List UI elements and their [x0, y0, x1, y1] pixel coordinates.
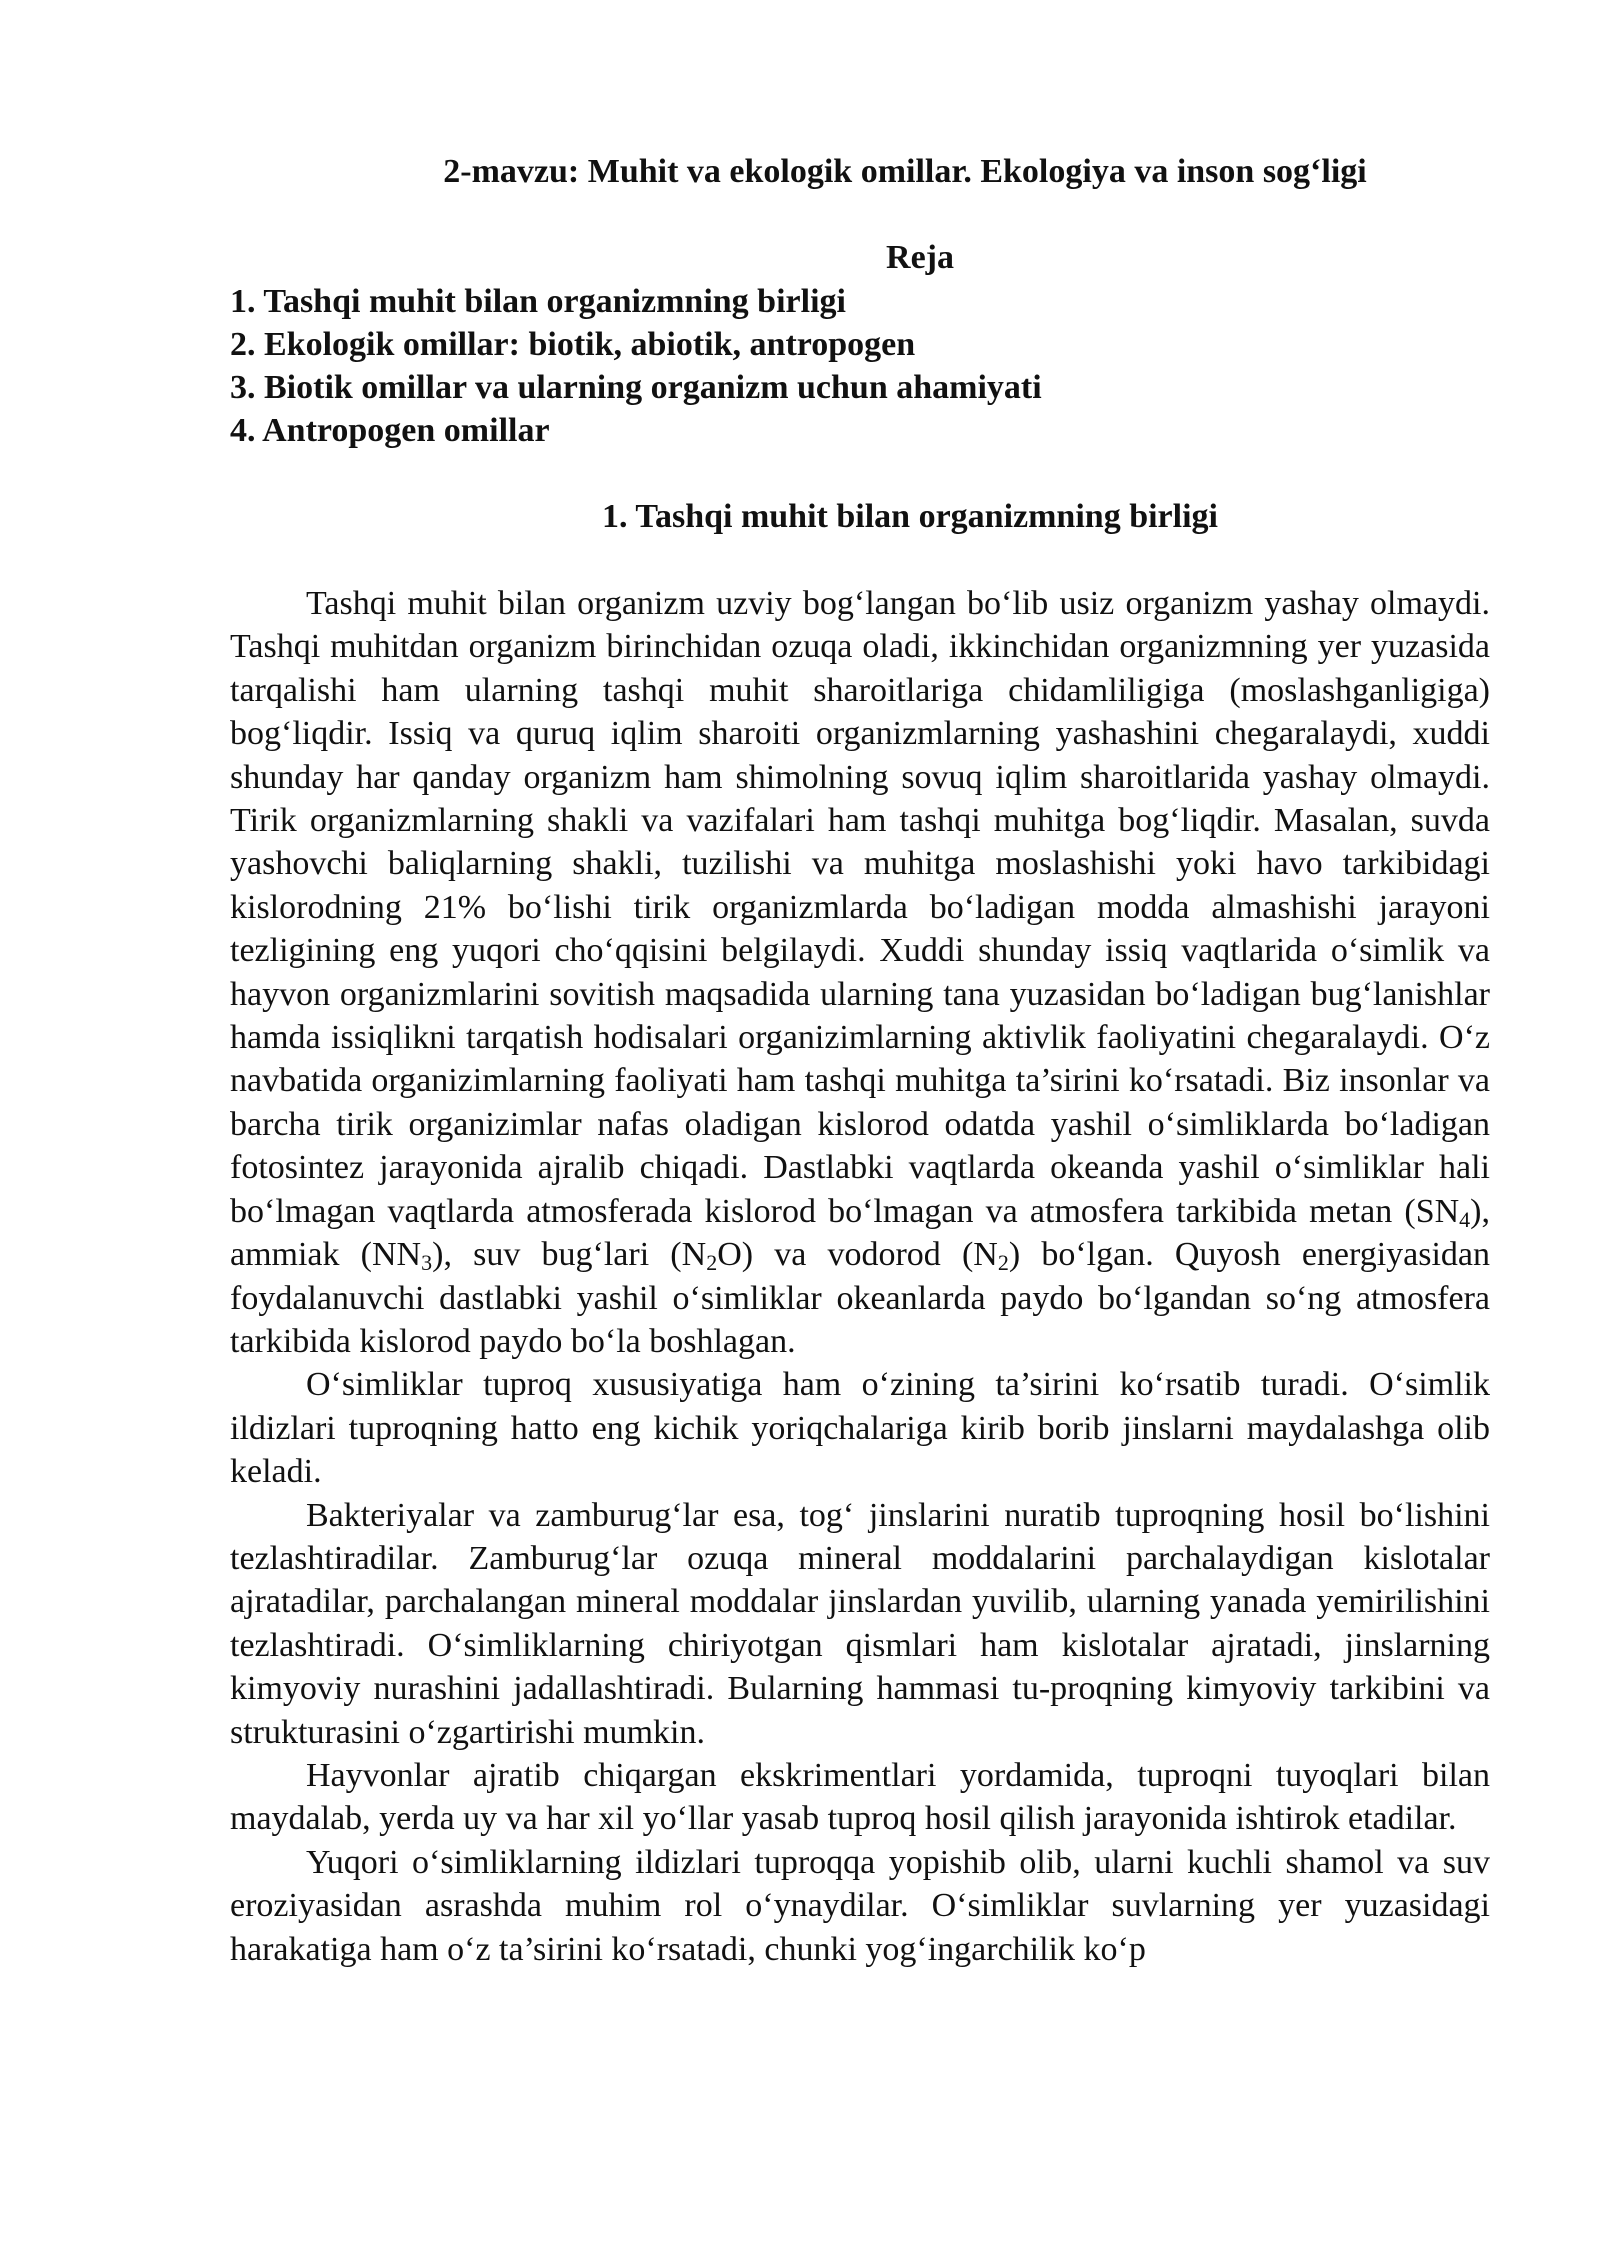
body-text: [230, 582, 1490, 1971]
document-page: [230, 150, 1490, 1971]
plan-heading: Reja: [886, 239, 954, 276]
subscript: 4: [1459, 1206, 1471, 1232]
paragraph-5: Yuqori o‘simliklarning ildizlari tuproqqa yopishib olib, ularni kuchli shamol va suv eroziyasidan asrashda muhim rol o‘ynaydilar. O‘simliklar suvlarning yer yuzasidagi harakatiga ham o‘z ta’sirini ko‘rsatadi, chunki yog‘ingarchilik ko‘p: [230, 1843, 1490, 1968]
document-title: 2-mavzu: Muhit va ekologik omillar. Ekologiya va inson sog‘ligi: [443, 153, 1367, 190]
paragraph-text: ), ammiak (NN: [230, 1192, 1490, 1274]
paragraph-text: ) bo‘lgan. Quyosh energiyasidan foydalanuvchi dastlabki yashil o‘simliklar okeanlarda paydo bo‘lgandan so‘ng atmosfera tarkibida kislorod paydo bo‘la boshlagan.: [230, 1236, 1491, 1360]
plan-item: 2. Ekologik omillar: biotik, abiotik, antropogen: [230, 326, 916, 363]
paragraph-text: Tashqi muhit bilan organizm uzviy bog‘langan bo‘lib usiz organizm yashay olmaydi. Tashqi muhitdan organizm birinchidan ozuqa oladi, ikkinchidan organizmning yer yuzasida tarqalishi ham ularning tashqi muhit sharoitlariga chidamliligiga (moslashganligiga) bog‘liqdir. Issiq va quruq iqlim sharoiti organizmlarning yashashini chegaralaydi, xuddi shunday har qanday organizm ham shimolning sovuq iqlim sharoitlarida yashay olmaydi. Tirik organizmlarning shakli va vazifalari ham tashqi muhitga bog‘liqdir. Masalan, suvda yashovchi baliqlarning shakli, tuzilishi va muhitga moslashishi yoki havo tarkibidagi kislorodning 21% bo‘lishi tirik organizmlarda bo‘ladigan modda almashishi jarayoni tezligining eng yuqori cho‘qqisini belgilaydi. Xuddi shunday issiq vaqtlarida o‘simlik va hayvon organizmlarini sovitish maqsadida ularning tana yuzasidan bo‘ladigan bug‘lanishlar hamda issiqlikni tarqatish hodisalari organizimlarning aktivlik faoliyatini chegaralaydi. O‘z navbatida organizimlarning faoliyati ham tashqi muhitga ta’sirini ko‘rsatadi. Biz insonlar va barcha tirik organizimlar nafas oladigan kislorod odatda yashil o‘simliklarda bo‘ladigan fotosintez jarayonida ajralib chiqadi. Dastlabki vaqtlarda okeanda yashil o‘simliklar hali bo‘lmagan vaqtlarda atmosferada kislorod bo‘lmagan va atmosfera tarkibida metan (SN: [230, 585, 1490, 1230]
subscript: 3: [421, 1250, 433, 1276]
section-heading: 1. Tashqi muhit bilan organizmning birligi: [602, 498, 1218, 535]
plan-item: 3. Biotik omillar va ularning organizm uchun ahamiyati: [230, 369, 1042, 406]
paragraph-4: Hayvonlar ajratib chiqargan ekskrimentlari yordamida, tuproqni tuyoqlari bilan maydalab, yerda uy va har xil yo‘llar yasab tuproq hosil qilish jarayonida ishtirok etadilar.: [230, 1756, 1490, 1838]
plan-item: 1. Tashqi muhit bilan organizmning birligi: [230, 283, 846, 320]
plan-list: [230, 280, 1490, 452]
paragraph-text: O) va vodorod (N: [717, 1236, 998, 1274]
paragraph-text: ), suv bug‘lari (N: [432, 1236, 707, 1274]
subscript: 2: [997, 1250, 1009, 1276]
paragraph-3: Bakteriyalar va zamburug‘lar esa, tog‘ jinslarini nuratib tuproqning hosil bo‘lishini tezlashtiradilar. Zamburug‘lar ozuqa mineral moddalarini parchalaydigan kislotalar ajratadilar, parchalangan mineral moddalar jinslardan yuvilib, ularning yanada yemirilishini tezlashtiradi. O‘simliklarning chiriyotgan qismlari ham kislotalar ajratadi, jinslarning kimyoviy nurashini jadallashtiradi. Bularning hammasi tu-proqning kimyoviy tarkibini va strukturasini o‘zgartirishi mumkin.: [230, 1496, 1490, 1751]
plan-item: 4. Antropogen omillar: [230, 412, 550, 449]
paragraph-2: O‘simliklar tuproq xususiyatiga ham o‘zining ta’sirini ko‘rsatib turadi. O‘simlik ildizlari tuproqning hatto eng kichik yoriqchalariga kirib borib jinslarni maydalashga olib keladi.: [230, 1366, 1490, 1491]
paragraph-1: [230, 582, 1490, 1363]
subscript: 2: [706, 1250, 718, 1276]
